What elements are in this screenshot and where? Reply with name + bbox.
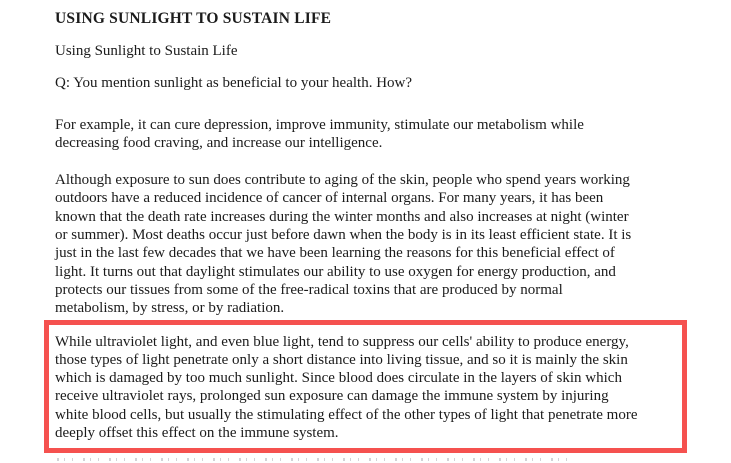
paragraph-although-exposure: Although exposure to sun does contribute to aging of the skin, people who spend years working outdoors have a reduced incidence of cancer of internal organs. For many years, it has been known that the death rate increases during the winter months and also increases at night (winter or summer). Most deaths occur just before dawn when the body is in its least efficient state. It is just in the last few decades that we have been learning the reasons for this beneficial effect of light. It turns out that daylight stimulates our ability to use oxygen for energy production, and protects our tissues from some of the free-radical toxins that are produced by normal metabolism, by stress, or by radiation. <box>55 172 632 317</box>
document-subtitle: Using Sunlight to Sustain Life <box>55 43 238 59</box>
clipped-next-line <box>57 458 577 461</box>
question-line: Q: You mention sunlight as beneficial to your health. How? <box>55 75 413 92</box>
highlight-annotation-box <box>44 320 687 454</box>
paragraph-for-example: For example, it can cure depression, improve immunity, stimulate our metabolism while decreasing food craving, and increase our intelligence. <box>55 116 584 151</box>
document-title: USING SUNLIGHT TO SUSTAIN LIFE <box>55 10 332 27</box>
highlighted-paragraph: While ultraviolet light, and even blue light, tend to suppress our cells' ability to produce energy, those types of light penetrate only a short distance into living tissue, and so it is mainly the skin which is damaged by too much sunlight. Since blood does circulate in the layers of skin which receive ultraviolet rays, prolonged sun exposure can damage the immune system by injuring white blood cells, but usually the stimulating effect of the other types of light that penetrate more deeply offset this effect on the immune system. <box>55 333 638 442</box>
